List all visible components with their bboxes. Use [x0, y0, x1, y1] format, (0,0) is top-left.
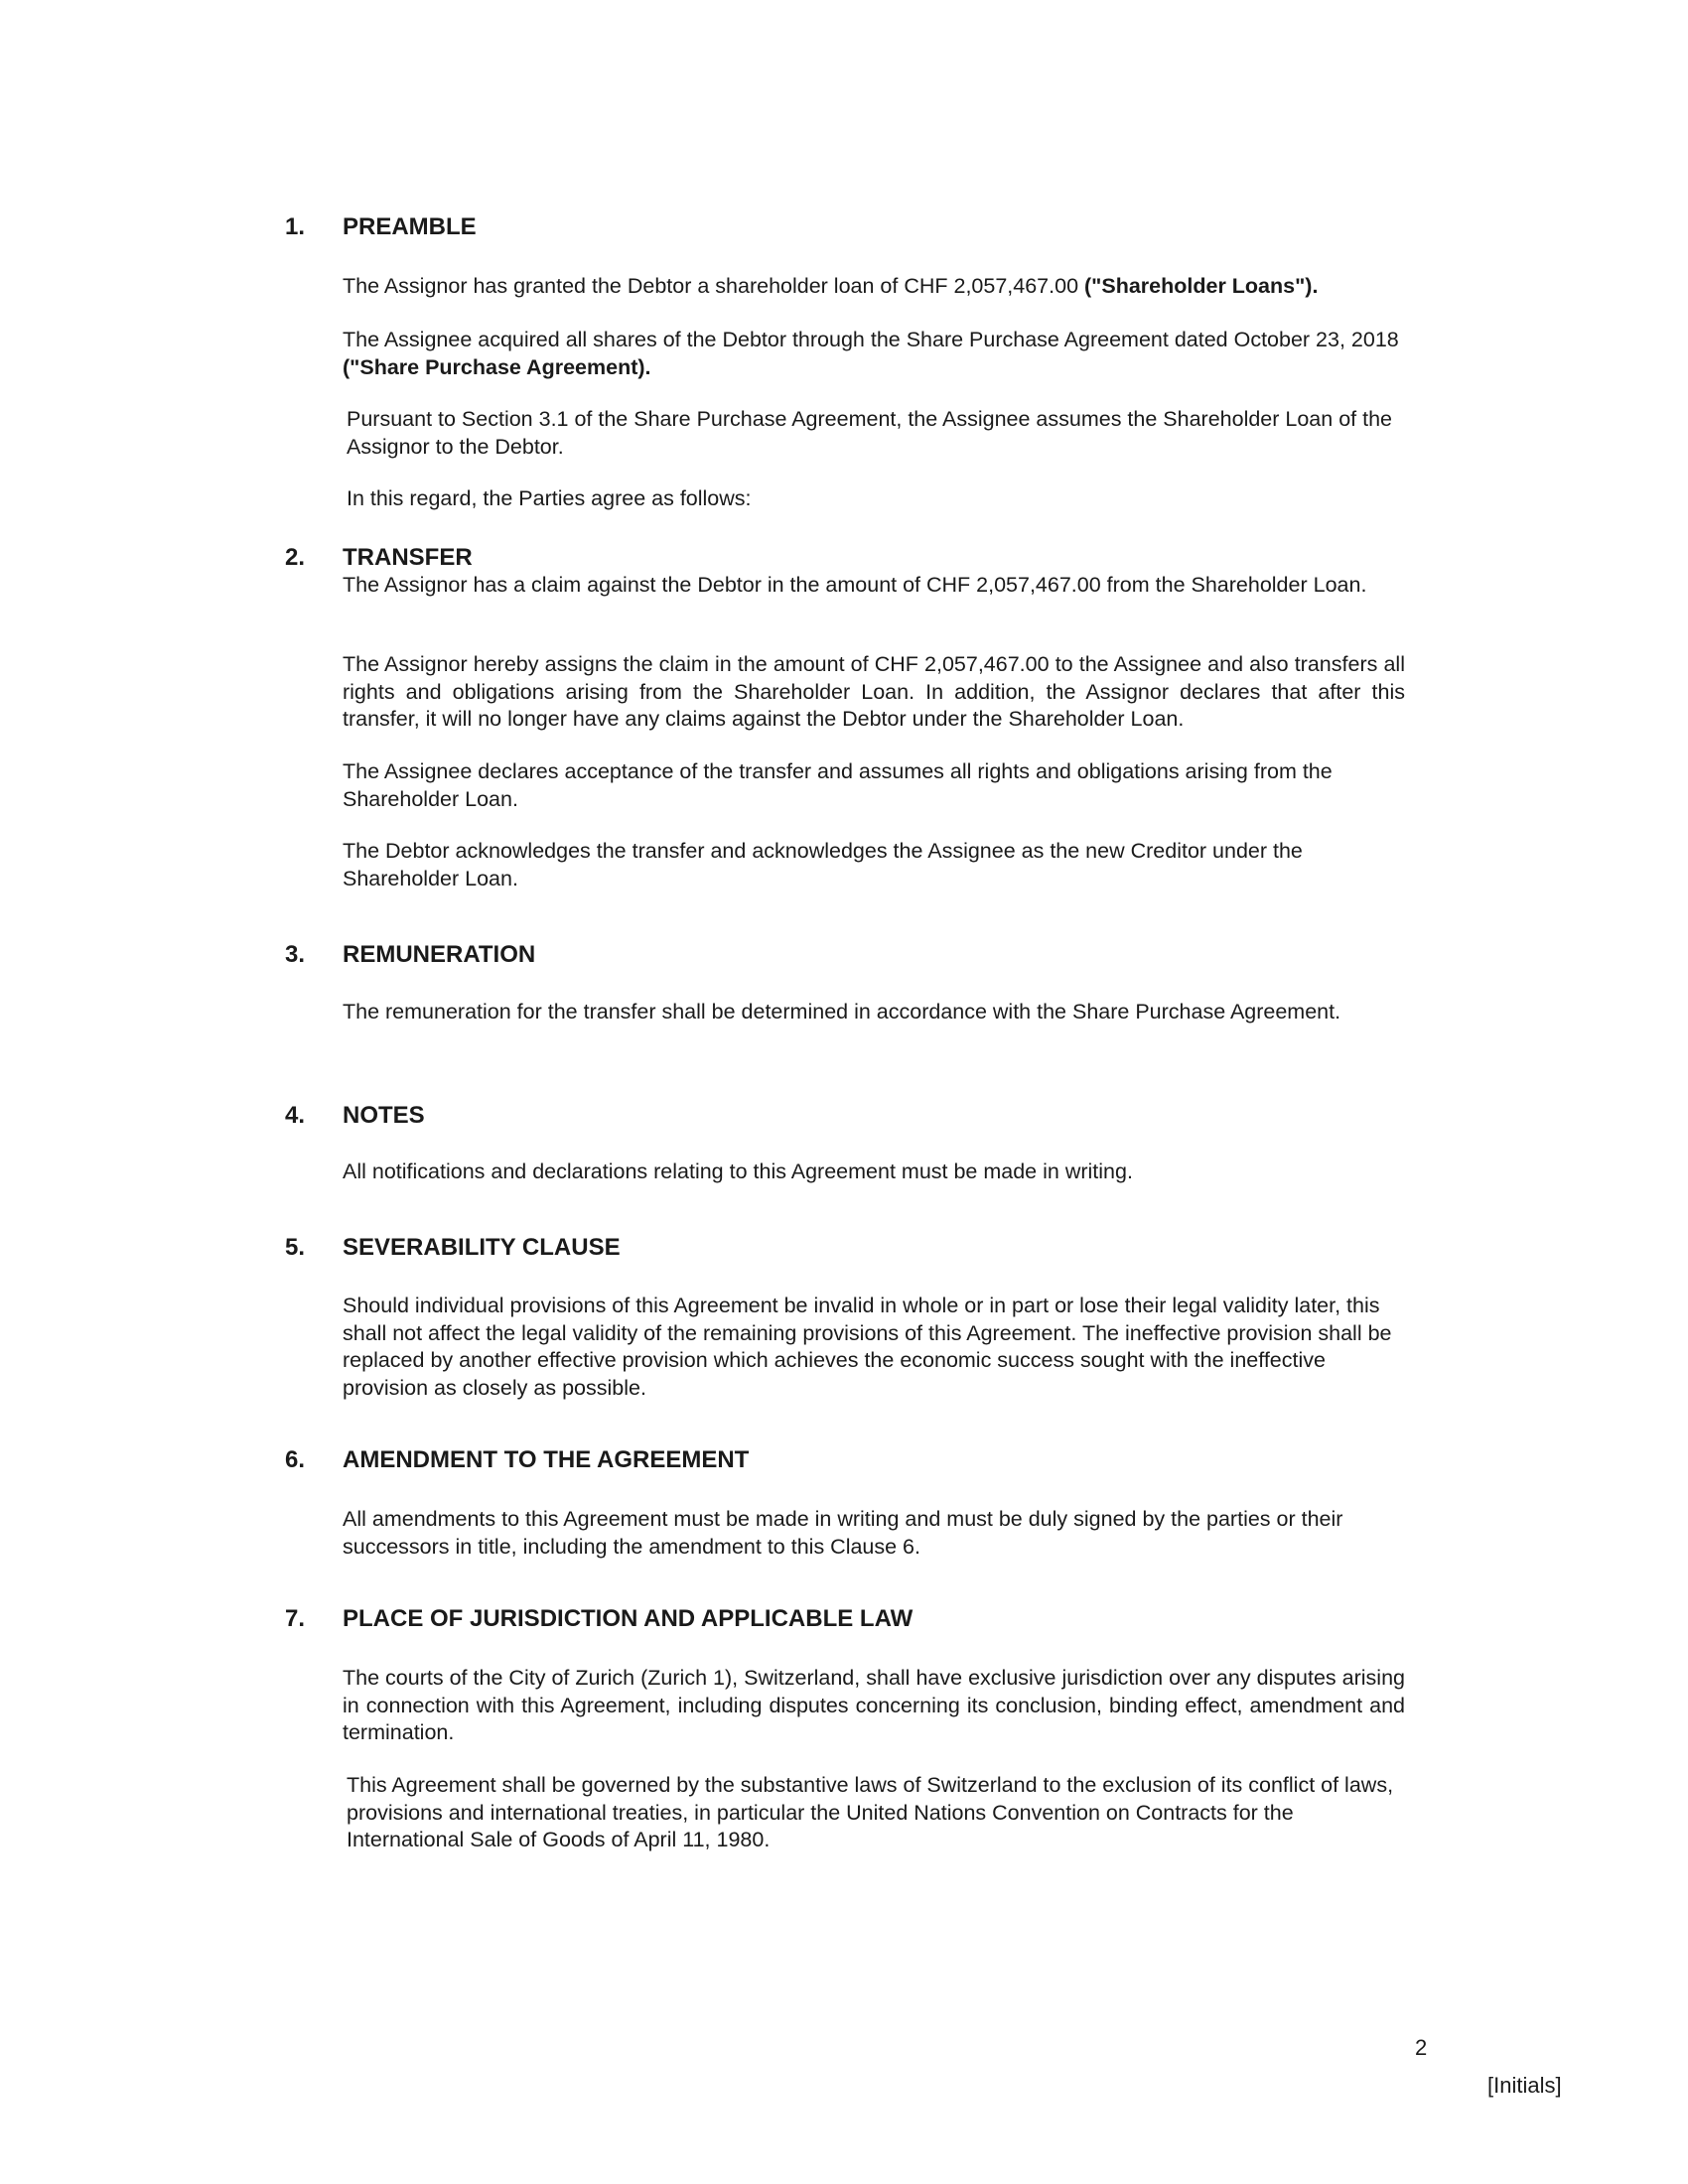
- section-6-paragraph-1: All amendments to this Agreement must be made in writing and must be duly signed by the parties or their successors in title, including the amendment to this Clause 6.: [343, 1507, 1343, 1559]
- section-3-number: 3.: [285, 941, 306, 968]
- section-1-paragraph-2: The Assignee acquired all shares of the Debtor through the Share Purchase Agreement dated October 23, 2018 ("Share Purchase Agreement).: [343, 328, 1399, 379]
- section-7-number: 7.: [285, 1605, 306, 1632]
- section-4-title: NOTES: [343, 1102, 425, 1129]
- section-1-paragraph-4: In this regard, the Parties agree as follows:: [347, 486, 752, 510]
- section-5-number: 5.: [285, 1234, 306, 1261]
- section-1-number: 1.: [285, 213, 306, 240]
- section-7-paragraph-1: The courts of the City of Zurich (Zurich 1), Switzerland, shall have exclusive jurisdiction over any disputes arising in connection with this Agreement, including disputes concerning its conclusion, binding effect, amendment and termination.: [343, 1666, 1405, 1744]
- section-2-title: TRANSFER: [343, 544, 473, 571]
- section-1-title: PREAMBLE: [343, 213, 477, 240]
- section-3-title: REMUNERATION: [343, 941, 536, 968]
- section-6-title: AMENDMENT TO THE AGREEMENT: [343, 1446, 750, 1473]
- section-1-paragraph-1: The Assignor has granted the Debtor a shareholder loan of CHF 2,057,467.00 ("Shareholder Loans").: [343, 274, 1319, 298]
- section-7-title: PLACE OF JURISDICTION AND APPLICABLE LAW: [343, 1605, 914, 1632]
- section-4-paragraph-1: All notifications and declarations relating to this Agreement must be made in writing.: [343, 1160, 1133, 1183]
- section-1-paragraph-3: Pursuant to Section 3.1 of the Share Purchase Agreement, the Assignee assumes the Shareholder Loan of the Assignor to the Debtor.: [347, 407, 1392, 459]
- section-3-paragraph-1: The remuneration for the transfer shall be determined in accordance with the Share Purchase Agreement.: [343, 1000, 1341, 1024]
- section-4-number: 4.: [285, 1102, 306, 1129]
- page-number: 2: [1415, 2035, 1428, 2060]
- section-2-paragraph-2: The Assignor hereby assigns the claim in the amount of CHF 2,057,467.00 to the Assignee and also transfers all rights and obligations arising from the Shareholder Loan. In addition, the Assignor declares that after this transfer, it will no longer have any claims against the Debtor under the Shareholder Loan.: [343, 652, 1405, 731]
- section-6-number: 6.: [285, 1446, 306, 1473]
- section-5-paragraph-1: Should individual provisions of this Agreement be invalid in whole or in part or lose their legal validity later, this shall not affect the legal validity of the remaining provisions of this Agreement. The ineffective provision shall be replaced by another effective provision which achieves the economic success sought with the ineffective provision as closely as possible.: [343, 1294, 1392, 1400]
- section-7-paragraph-2: This Agreement shall be governed by the substantive laws of Switzerland to the exclusion of its conflict of laws, provisions and international treaties, in particular the United Nations Convention on Contracts for the International Sale of Goods of April 11, 1980.: [347, 1773, 1394, 1851]
- section-5-title: SEVERABILITY CLAUSE: [343, 1234, 621, 1261]
- section-2-paragraph-4: The Debtor acknowledges the transfer and acknowledges the Assignee as the new Creditor under the Shareholder Loan.: [343, 839, 1303, 890]
- section-2-number: 2.: [285, 544, 306, 571]
- section-2-paragraph-3: The Assignee declares acceptance of the transfer and assumes all rights and obligations arising from the Shareholder Loan.: [343, 759, 1333, 811]
- initials-placeholder: [Initials]: [1487, 2073, 1562, 2098]
- section-2-paragraph-1: The Assignor has a claim against the Debtor in the amount of CHF 2,057,467.00 from the Shareholder Loan.: [343, 573, 1367, 597]
